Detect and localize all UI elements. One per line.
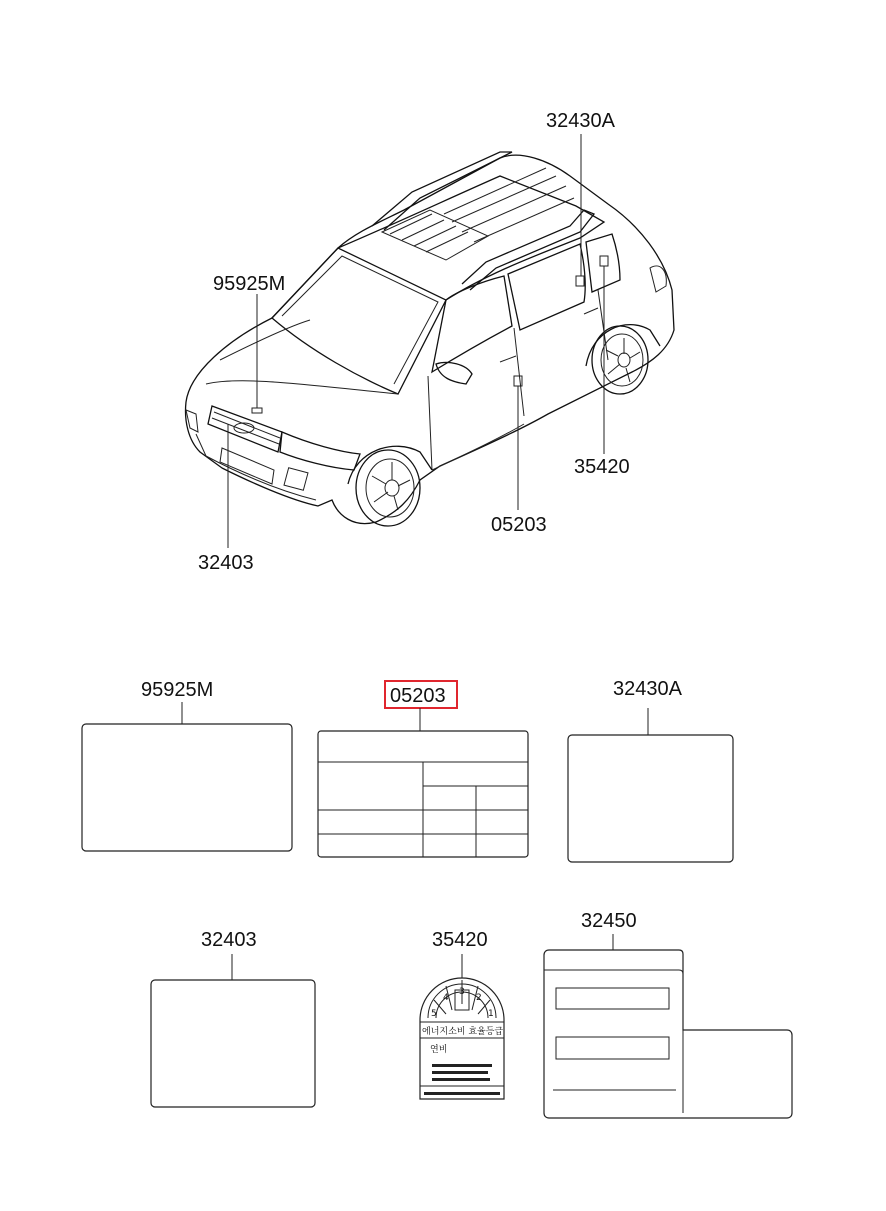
fuel-arc-number-1: 1 [488, 1009, 494, 1019]
vehicle-callouts [198, 110, 630, 574]
label-35420-group [420, 929, 504, 1099]
label-32403-group [151, 929, 315, 1107]
label-32403-code[interactable]: 32403 [201, 929, 257, 951]
label-05203-box[interactable] [318, 731, 528, 857]
label-05203-code[interactable]: 05203 [390, 685, 446, 707]
label-95925M-code[interactable]: 95925M [141, 679, 214, 701]
label-95925M-box[interactable] [82, 724, 292, 851]
label-32450-group [544, 910, 792, 1118]
fuel-label-header: 에너지소비 효율등급 [422, 1027, 504, 1037]
label-95925M-group [82, 679, 292, 851]
callout-32403[interactable]: 32403 [198, 552, 254, 574]
label-32430A-group [568, 678, 733, 862]
label-32430A-box[interactable] [568, 735, 733, 862]
fuel-arc-number-4: 4 [443, 993, 449, 1003]
label-32403-box[interactable] [151, 980, 315, 1107]
fuel-arc-number-2: 2 [476, 993, 482, 1003]
callout-05203[interactable]: 05203 [491, 514, 547, 536]
callout-35420[interactable]: 35420 [574, 456, 630, 478]
fuel-efficiency-label[interactable] [420, 978, 504, 1099]
label-05203-group [318, 681, 528, 857]
fuel-arc-number-3: 3 [459, 987, 465, 997]
callout-95925M[interactable]: 95925M [213, 273, 286, 295]
label-32430A-code[interactable]: 32430A [613, 678, 682, 700]
fuel-arc-number-5: 5 [431, 1009, 437, 1019]
fuel-label-row: 연비 [430, 1045, 448, 1055]
label-35420-code[interactable]: 35420 [432, 929, 488, 951]
label-32450-code[interactable]: 32450 [581, 910, 637, 932]
label-32450-box[interactable] [544, 950, 792, 1118]
callout-32430A[interactable]: 32430A [546, 110, 615, 132]
